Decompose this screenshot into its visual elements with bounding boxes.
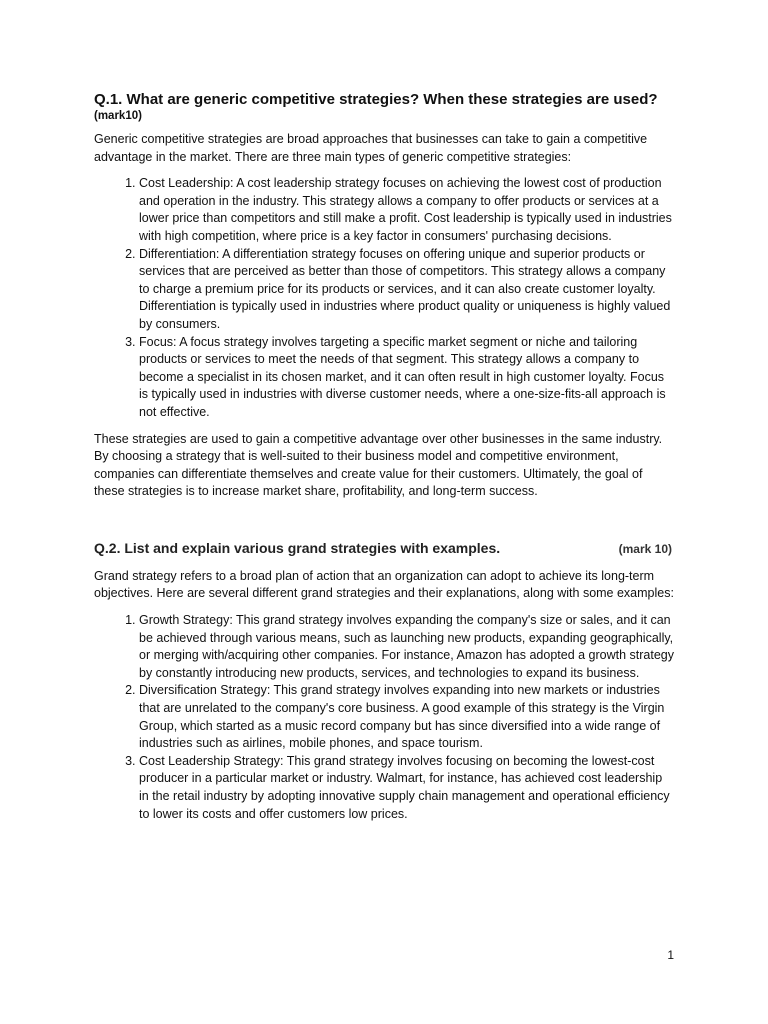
question-1-section: [94, 90, 674, 501]
question-2-strategy-list: [94, 612, 674, 823]
page-number: 1: [667, 948, 674, 962]
list-item: 3. Cost Leadership Strategy: This grand strategy involves focusing on becoming the lowest-cost producer in a particular market or industry. Walmart, for instance, has achieved cost leadership in the retail industry by adopting innovative supply chain management and operational efficiency to lower its costs and offer customers low prices.: [139, 753, 674, 823]
list-item: 1. Growth Strategy: This grand strategy involves expanding the company's size or sales, and it can be achieved through various means, such as launching new products, expanding geographically, or merging with/acquiring other companies. For instance, Amazon has adopted a growth strategy by constantly introducing new products, services, and technologies to expand its business.: [139, 612, 674, 682]
question-2-mark: (mark 10): [618, 541, 672, 556]
question-2-title: Q.2. List and explain various grand strategies with examples.: [94, 539, 501, 556]
question-2-heading-row: [94, 539, 674, 558]
question-1-title: Q.1. What are generic competitive strategies? When these strategies are used?: [94, 91, 658, 108]
question-2-section: [94, 539, 674, 823]
list-item: 1. Cost Leadership: A cost leadership strategy focuses on achieving the lowest cost of production and operation in the industry. This strategy allows a company to offer products or services at a lower price than competitors and still make a profit. Cost leadership is typically used in industries with high competition, where price is a key factor in consumers' purchasing decisions.: [139, 175, 674, 245]
question-1-conclusion: These strategies are used to gain a competitive advantage over other businesses in the same industry. By choosing a strategy that is well-suited to their business model and competitive environment, companies can differentiate themselves and create value for their customers. Ultimately, the goal of these strategies is to increase market share, profitability, and long-term success.: [94, 431, 663, 499]
question-1-mark: (mark10): [94, 110, 142, 122]
question-2-intro: Grand strategy refers to a broad plan of action that an organization can adopt to achieve its long-term objectives. Here are several different grand strategies and their explanations, along with some examples:: [94, 568, 674, 601]
list-item: 3. Focus: A focus strategy involves targeting a specific market segment or niche and tailoring products or services to meet the needs of that segment. This strategy allows a company to become a specialist in its chosen market, and it can often result in high customer loyalty. Focus is typically used in industries with diverse customer needs, where a one-size-fits-all approach is not effective.: [139, 334, 674, 422]
question-1-strategy-list: [94, 175, 674, 421]
list-item: 2. Diversification Strategy: This grand strategy involves expanding into new markets or industries that are unrelated to the company's core business. A good example of this strategy is the Virgin Group, which started as a music record company but has since diversified into a wide range of industries such as airlines, mobile phones, and space tourism.: [139, 682, 674, 752]
list-item: 2. Differentiation: A differentiation strategy focuses on offering unique and superior products or services that are perceived as better than those of competitors. This strategy allows a company to charge a premium price for its products or services, and it can also create customer loyalty. Differentiation is typically used in industries where product quality or uniqueness is highly valued by consumers.: [139, 246, 674, 334]
document-page: [94, 90, 674, 832]
question-1-intro: Generic competitive strategies are broad approaches that businesses can take to gain a competitive advantage in the market. There are three main types of generic competitive strategies:: [94, 132, 648, 164]
